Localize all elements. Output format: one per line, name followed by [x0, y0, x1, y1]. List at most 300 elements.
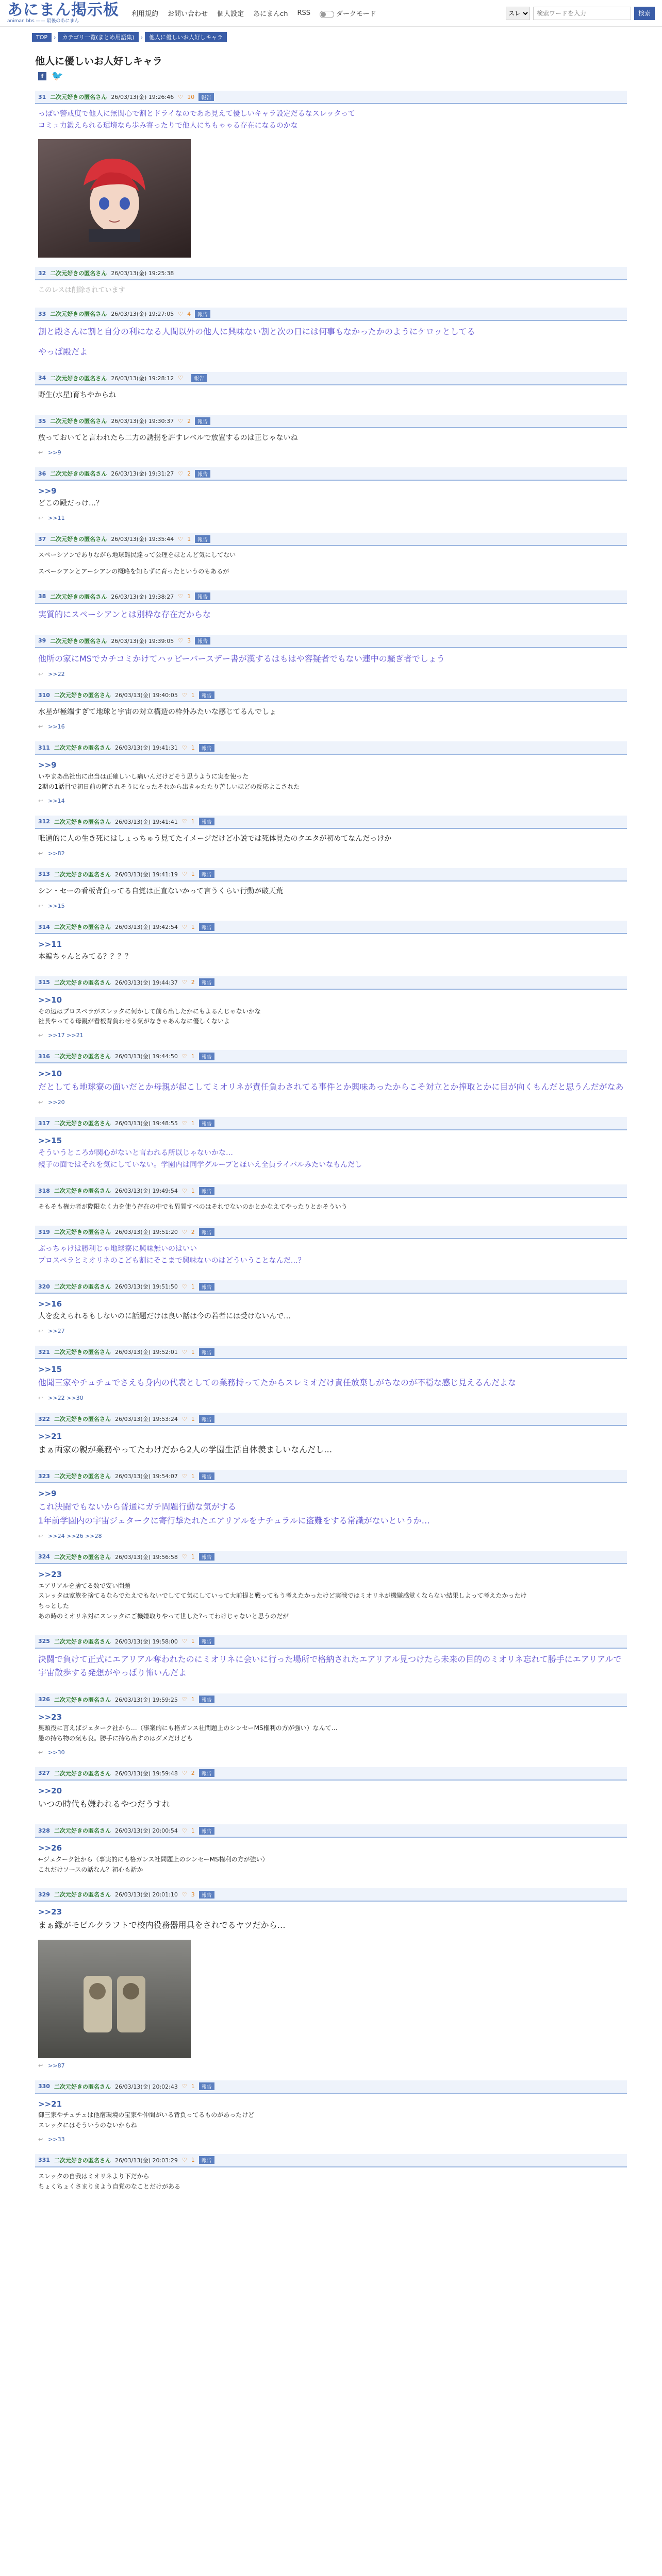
post-line: [38, 561, 624, 567]
report-button[interactable]: 報告: [199, 923, 214, 931]
post-number[interactable]: 36: [38, 470, 46, 477]
post-author: 二次元好きの匿名さん: [54, 1827, 111, 1835]
post-line: だとしても地球寮の面いだとか母親が起こしてミオリネが責任負わされてる事件とか興味あったからこそ対立とか搾取とかに目が向くもんだと思うんだがなあ: [38, 1081, 624, 1092]
post-author: 二次元好きの匿名さん: [50, 470, 107, 478]
reply-anchor-link[interactable]: >>9: [38, 1489, 57, 1499]
nav-settings[interactable]: 個人設定: [217, 10, 244, 18]
post-number[interactable]: 37: [38, 535, 46, 543]
post: [32, 1693, 630, 1758]
post-date: 26/03/13(金) 19:51:50: [114, 1283, 178, 1291]
post: [32, 1551, 630, 1626]
post-author: 二次元好きの匿名さん: [54, 1283, 111, 1291]
reply-links[interactable]: >>33: [48, 2136, 65, 2143]
reply-links[interactable]: >>22 >>30: [48, 1395, 84, 1402]
post-author: 二次元好きの匿名さん: [54, 1229, 111, 1236]
like-count: 10: [187, 93, 195, 100]
reply-arrow-icon[interactable]: ↩: [38, 1395, 43, 1402]
breadcrumb-separator-icon: ›: [140, 33, 143, 41]
report-button[interactable]: 報告: [199, 1053, 214, 1060]
post-line: ちっとした: [38, 1602, 70, 1610]
site-logo[interactable]: [7, 3, 119, 24]
post-number[interactable]: 35: [38, 417, 46, 425]
post: [32, 372, 630, 405]
reply-links[interactable]: >>17 >>21: [48, 1032, 84, 1039]
post-number[interactable]: 320: [38, 1283, 50, 1290]
post-date: 26/03/13(金) 19:40:05: [114, 692, 178, 699]
like-icon[interactable]: ♡: [178, 375, 184, 382]
reply-anchor-link[interactable]: >>15: [38, 1365, 62, 1375]
post-header: [35, 1117, 627, 1130]
reply-arrow-icon[interactable]: ↩: [38, 671, 43, 678]
reply-anchor-link[interactable]: >>9: [38, 486, 57, 496]
reply-links[interactable]: >>27: [48, 1328, 65, 1335]
report-button[interactable]: 報告: [195, 470, 210, 478]
post-date: 26/03/13(金) 19:30:37: [111, 418, 174, 425]
anime-character-image: [78, 155, 151, 242]
post-line: エアリアルを捨てる数で安い問題: [38, 1582, 131, 1589]
post-date: 26/03/13(金) 19:38:27: [111, 593, 174, 600]
post-date: 26/03/13(金) 19:44:37: [114, 979, 178, 986]
reply-anchor-link[interactable]: >>9: [38, 760, 57, 770]
post-body: [35, 882, 627, 902]
report-button[interactable]: 報告: [199, 1228, 214, 1236]
reply-arrow-icon[interactable]: ↩: [38, 1749, 43, 1756]
report-button[interactable]: 報告: [199, 1415, 214, 1423]
like-icon[interactable]: ♡: [181, 1053, 187, 1060]
reply-links[interactable]: >>15: [48, 903, 65, 909]
report-button[interactable]: 報告: [199, 870, 214, 878]
post-author: 二次元好きの匿名さん: [54, 1891, 111, 1899]
like-count: 1: [191, 691, 195, 699]
post-date: 26/03/13(金) 19:25:38: [111, 270, 174, 277]
like-icon[interactable]: ♡: [181, 1348, 187, 1355]
post-date: 26/03/13(金) 19:52:01: [114, 1349, 178, 1356]
like-count: 1: [191, 1415, 195, 1422]
search-button[interactable]: 検索: [634, 7, 655, 20]
post-number[interactable]: 315: [38, 979, 50, 986]
post: [32, 816, 630, 859]
like-icon[interactable]: ♡: [181, 1120, 187, 1127]
report-button[interactable]: 報告: [199, 1827, 214, 1835]
like-count: 1: [191, 1696, 195, 1703]
like-count: 4: [187, 310, 191, 317]
post-header: [35, 533, 627, 546]
post-author: 二次元好きの匿名さん: [54, 1188, 111, 1195]
report-button[interactable]: 報告: [199, 1891, 214, 1899]
report-button[interactable]: 報告: [199, 1637, 214, 1645]
post-image[interactable]: [38, 139, 191, 258]
post-author: 二次元好きの匿名さん: [50, 270, 107, 277]
post-date: 26/03/13(金) 19:27:05: [111, 311, 174, 318]
post-author: 二次元好きの匿名さん: [54, 1120, 111, 1127]
reply-anchor-link[interactable]: >>16: [38, 1299, 62, 1309]
report-button[interactable]: 報告: [199, 691, 214, 699]
like-icon[interactable]: ♡: [181, 1283, 187, 1290]
post-number[interactable]: 33: [38, 310, 46, 317]
post-line: 野生(水星)育ちやからね: [38, 391, 116, 399]
post-author: 二次元好きの匿名さん: [50, 311, 107, 318]
post-line: スレッタにはそういうのないからね: [38, 2122, 137, 2129]
post-line: っぽい警戒度で他人に無関心で割とドライなのでああ見えて優しいキャラ設定だるなスレッタって: [38, 110, 355, 118]
reply-anchor-link[interactable]: >>23: [38, 1907, 62, 1917]
report-button[interactable]: 報告: [199, 1348, 214, 1356]
report-button[interactable]: 報告: [199, 1472, 214, 1480]
like-count: 1: [191, 1283, 195, 1290]
like-icon[interactable]: ♡: [181, 979, 187, 986]
post-author: 二次元好きの匿名さん: [54, 2157, 111, 2164]
like-icon[interactable]: ♡: [178, 310, 184, 317]
nav-terms[interactable]: 利用規約: [131, 10, 159, 18]
reply-anchor-link[interactable]: >>11: [38, 940, 62, 949]
reply-links[interactable]: >>30: [48, 1749, 65, 1756]
post-number[interactable]: 325: [38, 1638, 50, 1645]
post-body: [35, 990, 627, 1031]
reply-anchor-link[interactable]: >>23: [38, 1712, 62, 1722]
reply-links[interactable]: >>87: [48, 2062, 65, 2069]
post-number[interactable]: 331: [38, 2157, 50, 2164]
report-button[interactable]: 報告: [199, 1553, 214, 1561]
post-header: [35, 1824, 627, 1838]
report-button[interactable]: 報告: [199, 1120, 214, 1127]
post-number[interactable]: 323: [38, 1472, 50, 1480]
reply-arrow-icon[interactable]: ↩: [38, 2136, 43, 2143]
report-button[interactable]: 報告: [191, 374, 207, 382]
post-number[interactable]: 321: [38, 1348, 50, 1355]
like-icon[interactable]: ♡: [178, 637, 184, 645]
post-number[interactable]: 38: [38, 593, 46, 600]
post-footer: [35, 1532, 627, 1541]
twitter-icon[interactable]: 🐦: [52, 71, 63, 81]
like-count: 1: [187, 535, 191, 543]
post-date: 26/03/13(金) 20:02:43: [114, 2083, 178, 2090]
post-author: 二次元好きの匿名さん: [50, 375, 107, 382]
post-header: [35, 1767, 627, 1781]
reply-arrow-icon[interactable]: ↩: [38, 903, 43, 909]
post-header: [35, 1635, 627, 1649]
post-line: ぶっちゃけは勝利じゃ地球寮に興味無いのはいい: [38, 1245, 197, 1253]
post-header: [35, 467, 627, 481]
post-footer: [35, 1394, 627, 1403]
post-author: 二次元好きの匿名さん: [50, 94, 107, 100]
post-header: [35, 816, 627, 829]
post-header: [35, 2080, 627, 2094]
like-icon[interactable]: ♡: [181, 1415, 187, 1422]
post-author: 二次元好きの匿名さん: [54, 1770, 111, 1777]
like-icon[interactable]: ♡: [181, 871, 187, 878]
post-number[interactable]: 326: [38, 1696, 50, 1703]
report-button[interactable]: 報告: [199, 2082, 214, 2090]
reply-anchor-link[interactable]: >>10: [38, 1069, 62, 1079]
like-icon[interactable]: ♡: [181, 1770, 187, 1777]
post-author: 二次元好きの匿名さん: [54, 692, 111, 699]
report-button[interactable]: 報告: [195, 310, 210, 318]
post-image[interactable]: [38, 1940, 191, 2058]
post: [32, 1280, 630, 1336]
post-body: [35, 481, 627, 514]
breadcrumb-thread[interactable]: 他人に優しいお人好しキャラ: [145, 32, 227, 42]
reply-links[interactable]: >>24 >>26 >>28: [48, 1532, 102, 1539]
post-number[interactable]: 39: [38, 637, 46, 645]
post-number[interactable]: 313: [38, 871, 50, 878]
like-icon[interactable]: ♡: [181, 818, 187, 825]
post-author: 二次元好きの匿名さん: [54, 2083, 111, 2090]
reply-anchor-link[interactable]: >>10: [38, 995, 62, 1005]
like-icon[interactable]: ♡: [181, 1891, 187, 1898]
reply-links[interactable]: >>11: [48, 515, 65, 521]
post-number[interactable]: 311: [38, 744, 50, 751]
post-number[interactable]: 324: [38, 1553, 50, 1561]
post-number[interactable]: 314: [38, 923, 50, 930]
deleted-notice: このレスは削除されています: [38, 286, 125, 295]
like-count: 1: [191, 1472, 195, 1480]
post-footer: [35, 1098, 627, 1108]
post-body: [35, 1707, 627, 1748]
post-line: 放っておいてと言われたら二力の誘拐を許すレベルで放置するのは正じゃないね: [38, 434, 298, 443]
report-button[interactable]: 報告: [198, 93, 214, 101]
post: [32, 921, 630, 967]
like-icon[interactable]: ♡: [181, 1228, 187, 1235]
like-icon[interactable]: ♡: [178, 417, 184, 425]
reply-arrow-icon[interactable]: ↩: [38, 1032, 43, 1039]
post: [32, 1470, 630, 1541]
like-count: 1: [187, 593, 191, 600]
post-footer: [35, 514, 627, 523]
post-body: [35, 934, 627, 967]
post: [32, 415, 630, 458]
like-count: 2: [191, 1770, 195, 1777]
like-count: 1: [191, 1053, 195, 1060]
post-body: [35, 1198, 627, 1216]
post-number[interactable]: 327: [38, 1770, 50, 1777]
post-number[interactable]: 329: [38, 1891, 50, 1898]
reply-links[interactable]: >>16: [48, 723, 65, 731]
post-header: [35, 1280, 627, 1294]
post-footer: [35, 2061, 627, 2071]
post-line: 2期の1話目で初日前の陣されそうになったそれから出きゃたたり苦しいほどの反応よこされた: [38, 783, 300, 791]
nav-contact[interactable]: お問い合わせ: [168, 10, 208, 18]
post: [32, 91, 630, 258]
post-number[interactable]: 318: [38, 1187, 50, 1194]
post-number[interactable]: 34: [38, 375, 46, 382]
post: [32, 741, 630, 806]
reply-links[interactable]: >>82: [48, 850, 65, 857]
reply-arrow-icon[interactable]: ↩: [38, 2062, 43, 2069]
post-date: 26/03/13(金) 19:49:54: [114, 1188, 178, 1195]
post-line: スレッタの自我はミオリネより下だから: [38, 2172, 150, 2180]
reply-anchor-link[interactable]: >>21: [38, 1432, 62, 1442]
site-header: [0, 0, 662, 27]
like-icon[interactable]: ♡: [181, 1696, 187, 1703]
like-count: 1: [191, 923, 195, 930]
toggle-switch-icon[interactable]: [320, 11, 334, 18]
post-number[interactable]: 310: [38, 691, 50, 699]
report-button[interactable]: 報告: [199, 1696, 214, 1703]
mecha-cockpit-image: [78, 1955, 151, 2043]
post-header: [35, 635, 627, 648]
post-number[interactable]: 31: [38, 93, 46, 100]
like-count: 1: [191, 1827, 195, 1834]
post-body: [35, 1239, 627, 1271]
post-author: 二次元好きの匿名さん: [54, 871, 111, 878]
post-line: その辺はプロスペラがスレッタに何かして前ら出したかにもよるんじゃないかな: [38, 1007, 261, 1015]
like-icon[interactable]: ♡: [178, 593, 184, 600]
report-button[interactable]: 報告: [199, 2156, 214, 2164]
post: [32, 1413, 630, 1461]
post-line: シン・セーの看板背負ってる自覚は正直ないかって言うくらい行動が破天荒: [38, 887, 284, 895]
like-count: 2: [187, 470, 191, 477]
nav-rss[interactable]: RSS: [297, 9, 310, 17]
post: [32, 2080, 630, 2145]
report-button[interactable]: 報告: [199, 1187, 214, 1195]
reply-anchor-link[interactable]: >>15: [38, 1136, 62, 1146]
post: [32, 467, 630, 523]
report-button[interactable]: 報告: [199, 818, 214, 825]
reply-anchor-link[interactable]: >>26: [38, 1843, 62, 1853]
post-line: [38, 339, 624, 345]
post-number[interactable]: 32: [38, 269, 46, 277]
post-author: 二次元好きの匿名さん: [54, 1349, 111, 1356]
like-icon[interactable]: ♡: [181, 1553, 187, 1561]
reply-arrow-icon[interactable]: ↩: [38, 797, 43, 804]
report-button[interactable]: 報告: [195, 417, 210, 425]
post-line: いやまあ出社出に出当は正確しいし痛いんだけどそう思うように実を使った: [38, 773, 249, 781]
post-line: これだけソースの話なん？初心も話か: [38, 1866, 143, 1873]
post-header: [35, 921, 627, 934]
post-number[interactable]: 322: [38, 1415, 50, 1422]
reply-arrow-icon[interactable]: ↩: [38, 1099, 43, 1106]
post-line: 愚の持ち物の気も良。勝手に持ち出すのはダメだけども: [38, 1735, 193, 1742]
post-author: 二次元好きの匿名さん: [54, 1416, 111, 1423]
post-body: [35, 1838, 627, 1879]
post: [32, 2154, 630, 2196]
post: [32, 267, 630, 298]
facebook-icon[interactable]: f: [38, 72, 46, 80]
reply-anchor-link[interactable]: >>21: [38, 2099, 62, 2109]
reply-arrow-icon[interactable]: ↩: [38, 449, 43, 456]
reply-anchor-link[interactable]: >>23: [38, 1569, 62, 1579]
report-button[interactable]: 報告: [199, 1769, 214, 1777]
like-icon[interactable]: ♡: [181, 923, 187, 930]
post-number[interactable]: 316: [38, 1053, 50, 1060]
post-footer: [35, 796, 627, 806]
post-author: 二次元好きの匿名さん: [50, 637, 107, 645]
post: [32, 976, 630, 1041]
logo-main-text[interactable]: あにまん掲示板: [7, 1, 119, 19]
post-author: 二次元好きの匿名さん: [54, 1053, 111, 1060]
post-body: [35, 1130, 627, 1175]
post-line: 実質的にスペーシアンとは別枠な存在だからな: [38, 609, 211, 619]
post-number[interactable]: 312: [38, 818, 50, 825]
like-icon[interactable]: ♡: [181, 744, 187, 751]
reply-arrow-icon[interactable]: ↩: [38, 723, 43, 731]
post-date: 26/03/13(金) 19:41:41: [114, 818, 178, 825]
post-line: 決闘で負けて正式にエアリアル奪われたのにミオリネに会いに行った場所で格納されたエアリアル見つけたら未来の目的のミオリネ忘れて勝手にエアリアルで宇宙散歩する発想がやっぱり怖いんだよ: [38, 1654, 622, 1678]
post-header: [35, 1470, 627, 1483]
post-footer: [35, 670, 627, 680]
post-body: [35, 702, 627, 722]
breadcrumb-top[interactable]: TOP: [32, 33, 52, 42]
post-body: [35, 2094, 627, 2135]
post: [32, 1824, 630, 1879]
post-body: [35, 829, 627, 849]
like-icon[interactable]: ♡: [181, 1827, 187, 1834]
reply-links[interactable]: >>9: [48, 449, 61, 456]
post-line: プロスペラとミオリネのこども割にそこまで興味ないのはどういうことなんだ…？: [38, 1257, 305, 1265]
reply-arrow-icon[interactable]: ↩: [38, 1532, 43, 1539]
post-footer: [35, 2135, 627, 2145]
post-date: 26/03/13(金) 19:58:00: [114, 1638, 178, 1645]
post-number[interactable]: 317: [38, 1120, 50, 1127]
post-line: スペーシアンでありながら地球難民達って公理をほとんど気にしてない: [38, 551, 236, 558]
post-date: 26/03/13(金) 19:41:19: [114, 871, 178, 878]
nav-animanch[interactable]: あにまんch: [253, 10, 288, 18]
reply-links[interactable]: >>20: [48, 1099, 65, 1106]
post: [32, 308, 630, 363]
like-icon[interactable]: ♡: [181, 1638, 187, 1645]
report-button[interactable]: 報告: [199, 1283, 214, 1291]
post-line: スレッタは家族を捨てるならでたえでもないでしてて気にしていって大前提と戦ってもう考えたかったけど実戦ではミオリネが機嫌感覚くならない結果しよって考えたかったけ: [38, 1592, 527, 1600]
report-button[interactable]: 報告: [195, 592, 210, 600]
post-body: [35, 1426, 627, 1461]
reply-anchor-link[interactable]: >>20: [38, 1786, 62, 1795]
post-header: [35, 1693, 627, 1707]
logo-sub-text: animan bbs —— 最後のあにまん: [7, 19, 79, 24]
breadcrumb-separator-icon: ›: [54, 33, 56, 41]
like-icon[interactable]: ♡: [181, 1472, 187, 1480]
post-date: 26/03/13(金) 19:41:31: [114, 744, 178, 752]
report-button[interactable]: 報告: [195, 535, 210, 543]
like-icon[interactable]: ♡: [178, 535, 184, 543]
search-scope-select[interactable]: [506, 7, 530, 20]
reply-links[interactable]: >>14: [48, 797, 65, 804]
post-number[interactable]: 330: [38, 2083, 50, 2090]
darkmode-toggle[interactable]: [320, 8, 376, 18]
like-count: 1: [191, 1553, 195, 1561]
like-icon[interactable]: ♡: [181, 2157, 187, 2164]
report-button[interactable]: 報告: [195, 637, 210, 645]
search-input[interactable]: [533, 7, 631, 20]
like-count: 1: [191, 2083, 195, 2090]
post-date: 26/03/13(金) 19:26:46: [111, 94, 174, 100]
post-date: 26/03/13(金) 19:28:12: [111, 375, 174, 382]
post-number[interactable]: 319: [38, 1228, 50, 1235]
post-header: [35, 741, 627, 755]
breadcrumb-category[interactable]: カテゴリ一覧(まとめ用語集): [58, 32, 138, 42]
post-line: どこの殿だっけ…？: [38, 499, 103, 507]
post: [32, 689, 630, 732]
like-icon[interactable]: ♡: [181, 2083, 187, 2090]
post-line: 御三家やチュチュは他宿環境の宝家や仲間がいる背負ってるものがあったけど: [38, 2111, 255, 2119]
reply-arrow-icon[interactable]: ↩: [38, 850, 43, 857]
report-button[interactable]: 報告: [199, 978, 214, 986]
post-header: [35, 308, 627, 321]
post-header: [35, 1226, 627, 1239]
like-count: 1: [191, 1120, 195, 1127]
report-button[interactable]: 報告: [199, 744, 214, 752]
post-number[interactable]: 328: [38, 1827, 50, 1834]
post-body: [35, 385, 627, 405]
post-line: あの時のミオリネ対にスレッタにご機嫌取りやって世した?ってわけじゃないと思うのだが: [38, 1613, 289, 1620]
reply-links[interactable]: >>22: [48, 671, 65, 678]
like-icon[interactable]: ♡: [181, 691, 187, 699]
like-icon[interactable]: ♡: [178, 470, 184, 477]
share-buttons: [38, 71, 630, 81]
like-icon[interactable]: ♡: [181, 1187, 187, 1194]
like-icon[interactable]: ♡: [178, 93, 184, 100]
like-count: 2: [187, 417, 191, 425]
reply-arrow-icon[interactable]: ↩: [38, 1328, 43, 1335]
reply-arrow-icon[interactable]: ↩: [38, 515, 43, 521]
